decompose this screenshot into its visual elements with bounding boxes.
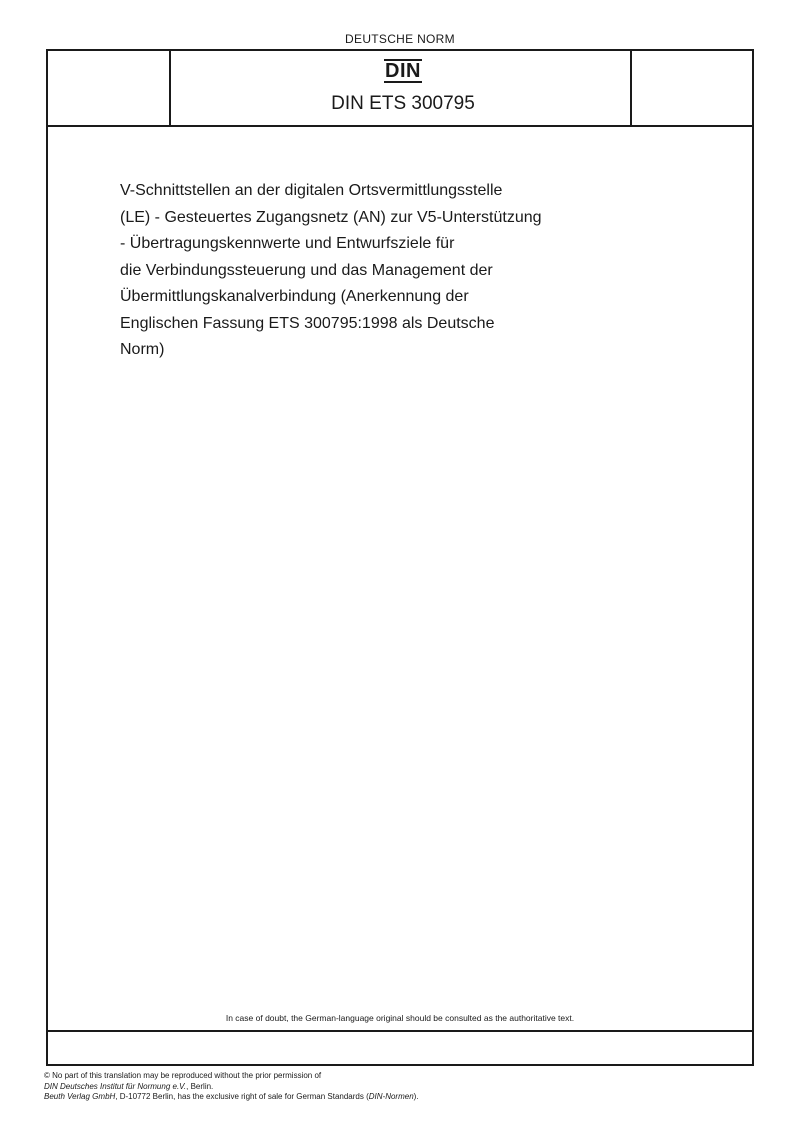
title-line: Übermittlungskanalverbindung (Anerkennung der <box>120 288 469 305</box>
din-logo <box>171 59 635 83</box>
title-line: - Übertragungskennwerte und Entwurfsziele für <box>120 235 455 252</box>
title-line: die Verbindungssteuerung und das Management der <box>120 261 493 279</box>
header-center-cell <box>171 51 635 125</box>
footer-line-2-rest: , Berlin. <box>186 1081 214 1091</box>
header-left-cell <box>48 51 171 125</box>
document-number: DIN ETS 300795 <box>331 93 475 114</box>
title-line: V-Schnittstellen an der digitalen Ortsvermittlungsstelle <box>120 182 503 199</box>
copyright-footer <box>44 1071 744 1103</box>
footer-line-3-end: ). <box>413 1092 419 1101</box>
footer-line-3-mid: , D-10772 Berlin, has the exclusive right of sale for German Standards ( <box>115 1092 369 1101</box>
header-right-cell <box>630 51 752 125</box>
din-logo-text: DIN <box>385 60 421 82</box>
authoritative-text-note: In case of doubt, the German-language original should be consulted as the authoritative text. <box>225 1013 575 1023</box>
title-line: Englischen Fassung ETS 300795:1998 als Deutsche <box>120 314 495 332</box>
title-line: Norm) <box>120 341 165 358</box>
header-row <box>48 51 752 127</box>
footer-din-normen: DIN-Normen <box>368 1092 414 1101</box>
footer-din-institute: DIN Deutsches Institut für Normung e.V. <box>44 1081 187 1091</box>
document-title <box>120 178 620 364</box>
norm-type-label: DEUTSCHE NORM <box>345 32 455 46</box>
footer-beuth-verlag: Beuth Verlag GmbH <box>44 1092 116 1101</box>
document-frame <box>46 49 754 1066</box>
title-line: (LE) - Gesteuertes Zugangsnetz (AN) zur V5-Unterstützung <box>120 208 542 226</box>
bottom-divider <box>48 1030 752 1032</box>
footer-line-1: © No part of this translation may be reproduced without the prior permission of <box>44 1071 322 1080</box>
footer-line-3 <box>44 1092 744 1103</box>
footer-line-2 <box>44 1082 744 1093</box>
